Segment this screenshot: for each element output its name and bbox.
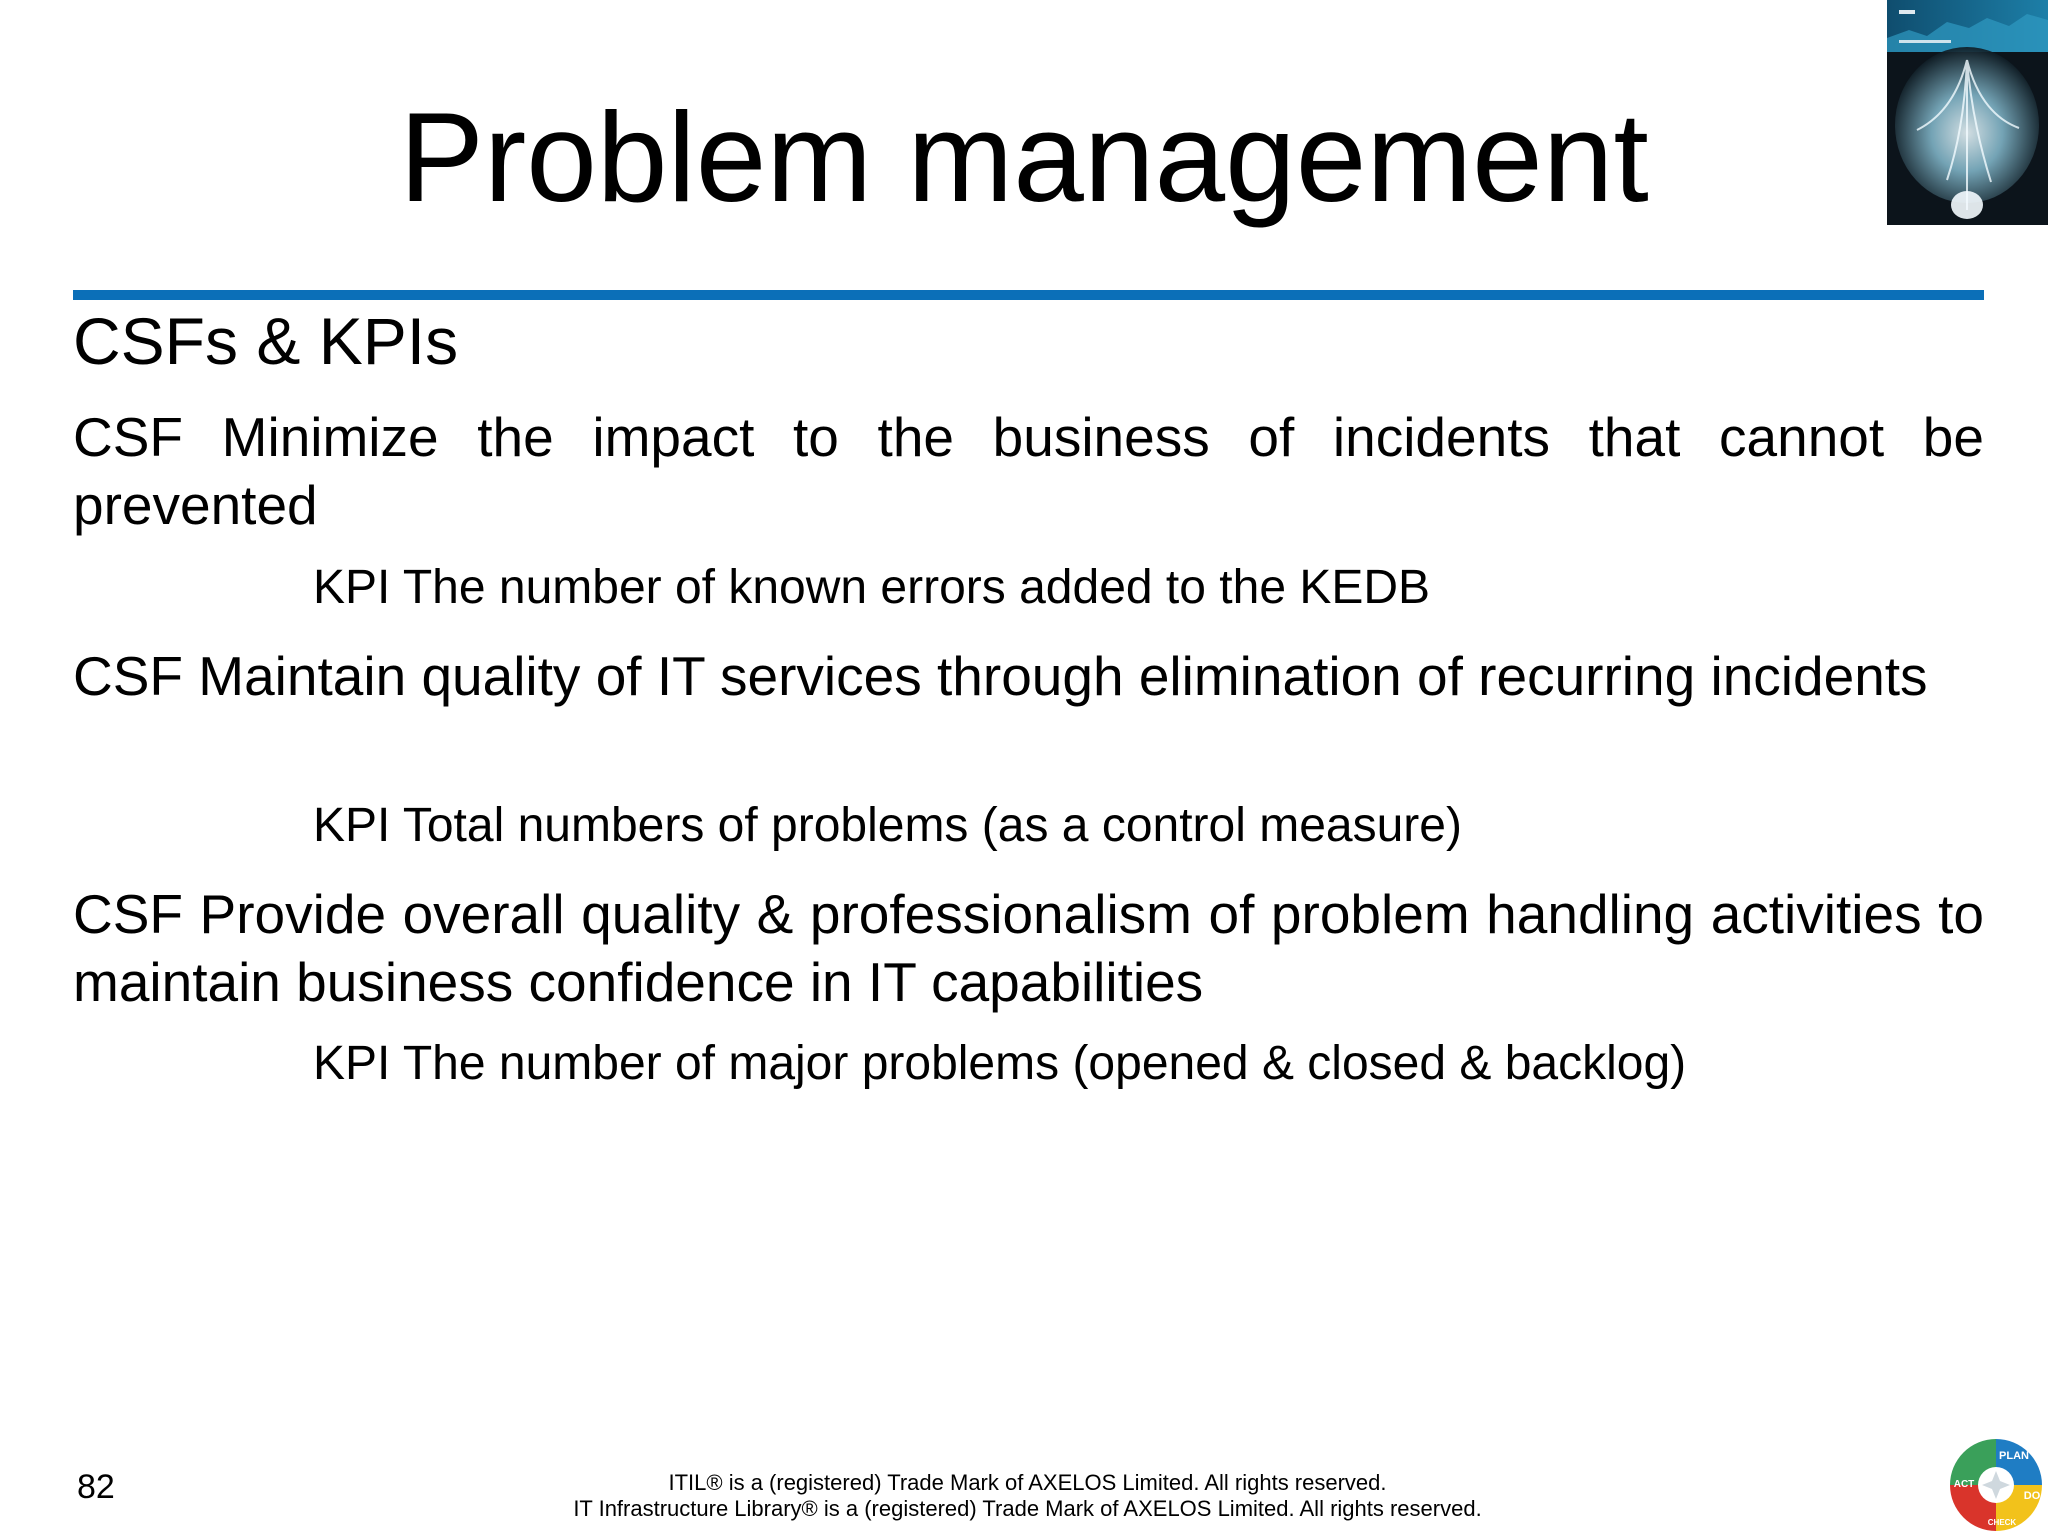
kpi-item-3: KPI The number of major problems (opened & closed & backlog)	[313, 1037, 1687, 1090]
csf-item-1: CSF Minimize the impact to the business of incidents that cannot be prevented	[73, 406, 1984, 536]
footer-trademark-notes	[500, 1470, 1555, 1522]
footer-line-1: ITIL® is a (registered) Trade Mark of AXELOS Limited. All rights reserved.	[668, 1470, 1387, 1495]
pdca-plan-label: PLAN	[1999, 1450, 2029, 1462]
section-subtitle: CSFs & KPIs	[73, 304, 459, 378]
kpi-item-1: KPI The number of known errors added to the KEDB	[313, 561, 1431, 614]
pdca-do-label: DO	[2023, 1490, 2041, 1502]
csf-item-2: CSF Maintain quality of IT services through elimination of recurring incidents	[73, 645, 1928, 707]
kpi-item-2: KPI Total numbers of problems (as a control measure)	[313, 799, 1462, 852]
page-number: 82	[77, 1468, 115, 1506]
title-divider	[73, 290, 1984, 300]
pdca-act-label: ACT	[1953, 1479, 1975, 1490]
footer-line-2: IT Infrastructure Library® is a (registered) Trade Mark of AXELOS Limited. All rights reserved.	[573, 1496, 1482, 1521]
csf-item-3: CSF Provide overall quality & professionalism of problem handling activities to maintain business confidence in IT capabilities	[73, 883, 1984, 1013]
pdca-check-label: CHECK	[1987, 1518, 2017, 1527]
page-title: Problem management	[399, 86, 1649, 228]
itil-book-cover-icon	[1887, 0, 2048, 225]
pdca-cycle-icon	[1946, 1435, 2046, 1535]
